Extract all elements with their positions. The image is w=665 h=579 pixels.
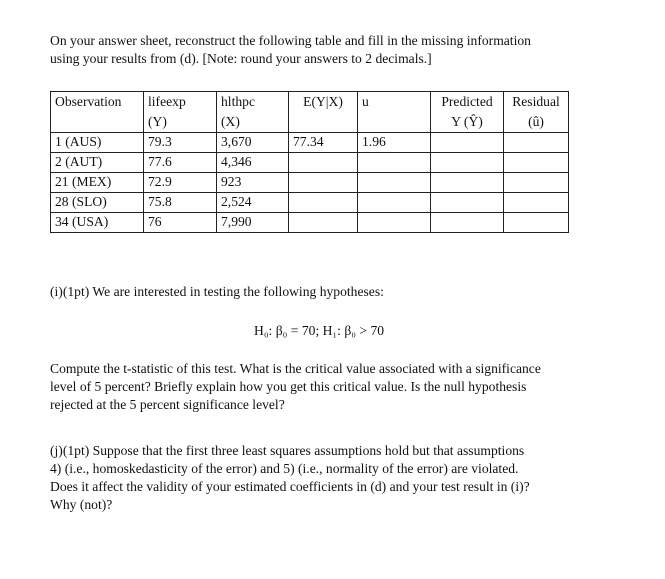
instructions bbox=[50, 32, 640, 68]
question-j-line: Does it affect the validity of your estimated coefficients in (d) and your test result in (i)? bbox=[50, 479, 530, 494]
cell-lifeexp: 75.8 bbox=[144, 193, 217, 213]
cell-hlthpc: 4,346 bbox=[217, 153, 289, 173]
cell-expected bbox=[289, 153, 358, 173]
cell-observation: 34 (USA) bbox=[51, 213, 144, 233]
cell-hlthpc: 2,524 bbox=[217, 193, 289, 213]
cell-u bbox=[358, 153, 431, 173]
cell-predicted bbox=[431, 133, 504, 153]
header-u: u bbox=[358, 92, 431, 114]
cell-residual bbox=[504, 213, 569, 233]
cell-u: 1.96 bbox=[358, 133, 431, 153]
cell-residual bbox=[504, 133, 569, 153]
question-i-lead: (i)(1pt) We are interested in testing the following hypotheses: bbox=[50, 284, 384, 299]
cell-expected bbox=[289, 193, 358, 213]
table-row bbox=[51, 193, 569, 213]
header-hlthpc: hlthpc bbox=[217, 92, 289, 114]
table-row bbox=[51, 173, 569, 193]
instructions-line-1: On your answer sheet, reconstruct the following table and fill in the missing information bbox=[50, 33, 531, 48]
table-header-row bbox=[51, 92, 569, 114]
header2-predicted: Y (Ŷ) bbox=[431, 113, 504, 133]
data-table bbox=[50, 91, 569, 233]
question-j-line: (j)(1pt) Suppose that the first three least squares assumptions hold but that assumptions bbox=[50, 443, 525, 458]
cell-predicted bbox=[431, 193, 504, 213]
header-lifeexp: lifeexp bbox=[144, 92, 217, 114]
header2-hlthpc: (X) bbox=[217, 113, 289, 133]
header2-lifeexp: (Y) bbox=[144, 113, 217, 133]
cell-expected bbox=[289, 213, 358, 233]
cell-u bbox=[358, 193, 431, 213]
question-i-body bbox=[50, 360, 610, 414]
cell-predicted bbox=[431, 153, 504, 173]
cell-residual bbox=[504, 153, 569, 173]
table-header-row-2 bbox=[51, 113, 569, 133]
header-predicted: Predicted bbox=[431, 92, 504, 114]
cell-lifeexp: 79.3 bbox=[144, 133, 217, 153]
cell-u bbox=[358, 213, 431, 233]
cell-lifeexp: 76 bbox=[144, 213, 217, 233]
header-expected: E(Y|X) bbox=[289, 92, 358, 114]
cell-u bbox=[358, 173, 431, 193]
instructions-line-2: using your results from (d). [Note: round your answers to 2 decimals.] bbox=[50, 51, 432, 66]
header-observation: Observation bbox=[51, 92, 144, 114]
header2-u bbox=[358, 113, 431, 133]
table-row bbox=[51, 213, 569, 233]
cell-predicted bbox=[431, 173, 504, 193]
table-row bbox=[51, 153, 569, 173]
cell-hlthpc: 923 bbox=[217, 173, 289, 193]
question-j-line: Why (not)? bbox=[50, 497, 113, 512]
cell-residual bbox=[504, 173, 569, 193]
cell-hlthpc: 7,990 bbox=[217, 213, 289, 233]
table-row bbox=[51, 133, 569, 153]
cell-expected bbox=[289, 173, 358, 193]
question-i-line: level of 5 percent? Briefly explain how you get this critical value. Is the null hypothesis bbox=[50, 379, 527, 394]
question-i-line: rejected at the 5 percent significance level? bbox=[50, 397, 285, 412]
cell-hlthpc: 3,670 bbox=[217, 133, 289, 153]
header2-residual: (û) bbox=[504, 113, 569, 133]
cell-expected: 77.34 bbox=[289, 133, 358, 153]
cell-lifeexp: 77.6 bbox=[144, 153, 217, 173]
cell-residual bbox=[504, 193, 569, 213]
cell-observation: 1 (AUS) bbox=[51, 133, 144, 153]
header2-observation bbox=[51, 113, 144, 133]
cell-observation: 21 (MEX) bbox=[51, 173, 144, 193]
cell-observation: 28 (SLO) bbox=[51, 193, 144, 213]
hypothesis-statement: H₀: β₀ = 70; H₁: β₀ > 70 bbox=[254, 323, 385, 338]
header-residual: Residual bbox=[504, 92, 569, 114]
question-j-line: 4) (i.e., homoskedasticity of the error) and 5) (i.e., normality of the error) are violated. bbox=[50, 461, 519, 476]
cell-predicted bbox=[431, 213, 504, 233]
cell-lifeexp: 72.9 bbox=[144, 173, 217, 193]
question-i-line: Compute the t-statistic of this test. What is the critical value associated with a significance bbox=[50, 361, 541, 376]
header2-expected bbox=[289, 113, 358, 133]
question-j-body bbox=[50, 442, 610, 514]
cell-observation: 2 (AUT) bbox=[51, 153, 144, 173]
